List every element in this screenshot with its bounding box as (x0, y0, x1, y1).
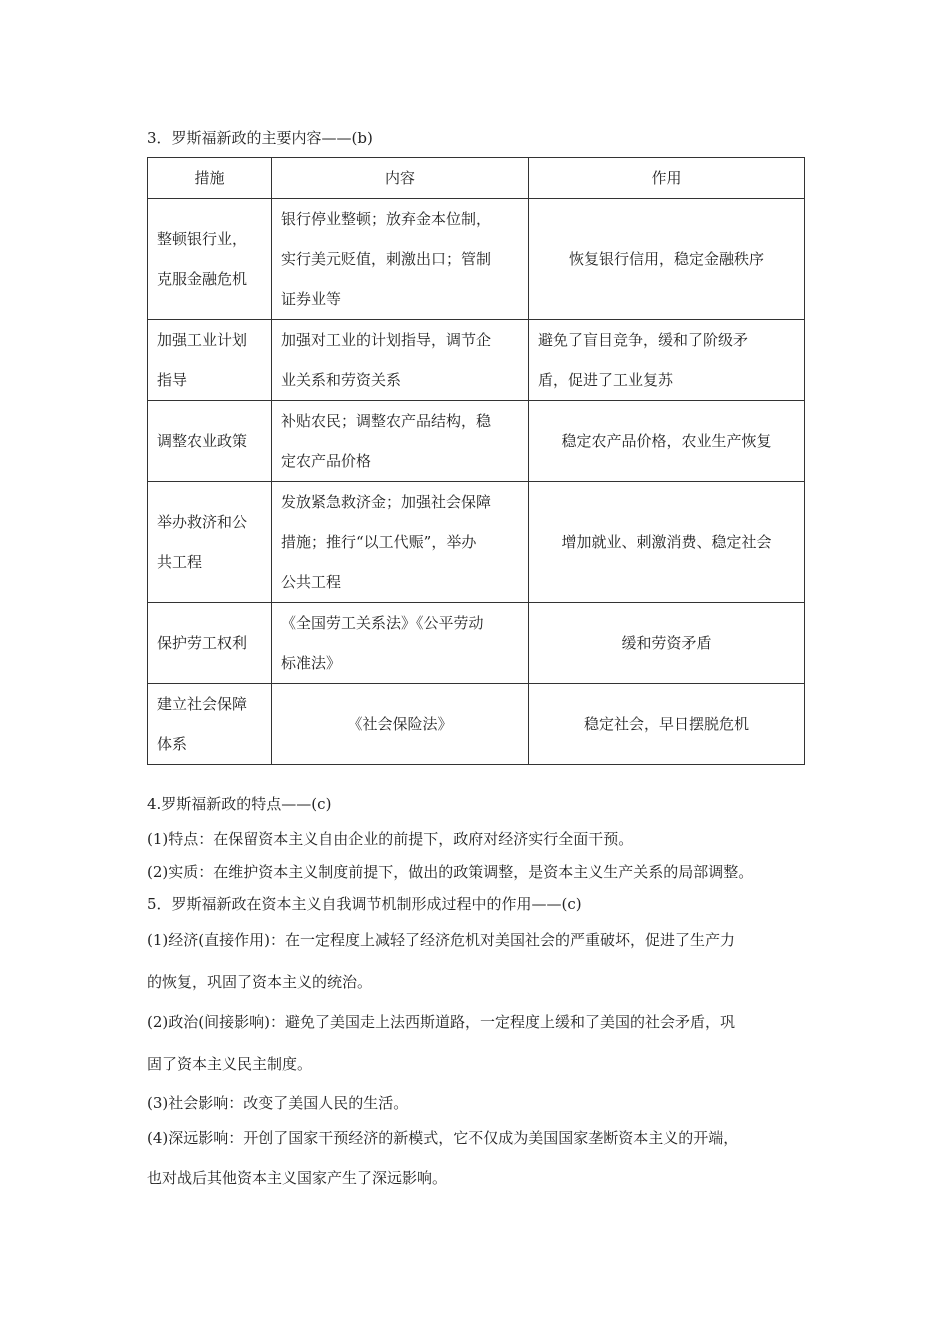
section-5-social: (3)社会影响：改变了美国人民的生活。 (147, 1094, 409, 1112)
table-row (148, 684, 805, 765)
table-header-row (148, 158, 805, 199)
section-5-economy-line2: 的恢复，巩固了资本主义的统治。 (147, 973, 373, 991)
cell-effect: 避免了盲目竞争，缓和了阶级矛 盾，促进了工业复苏 (529, 320, 805, 401)
cell-effect: 稳定农产品价格，农业生产恢复 (529, 401, 805, 482)
cell-content: 加强对工业的计划指导，调节企 业关系和劳资关系 (272, 320, 529, 401)
section-3-heading: 3．罗斯福新政的主要内容——(b) (147, 129, 373, 147)
section-5-politics-line1: (2)政治(间接影响)：避免了美国走上法西斯道路，一定程度上缓和了美国的社会矛盾，巩 (147, 1013, 735, 1031)
cell-content: 《社会保险法》 (272, 684, 529, 765)
table-row (148, 401, 805, 482)
section-4-essence: (2)实质：在维护资本主义制度前提下，做出的政策调整，是资本主义生产关系的局部调整。 (147, 863, 754, 881)
section-4-heading: 4.罗斯福新政的特点——(c) (147, 795, 332, 813)
section-5-impact-line2: 也对战后其他资本主义国家产生了深远影响。 (147, 1169, 448, 1187)
cell-measure: 加强工业计划 指导 (148, 320, 272, 401)
section-4 (147, 793, 827, 883)
cell-effect: 增加就业、刺激消费、稳定社会 (529, 482, 805, 603)
section-5 (147, 893, 827, 1193)
cell-content: 银行停业整顿；放弃金本位制， 实行美元贬值，刺激出口；管制 证券业等 (272, 199, 529, 320)
header-effect: 作用 (529, 158, 805, 199)
cell-measure: 整顿银行业， 克服金融危机 (148, 199, 272, 320)
cell-measure: 举办救济和公 共工程 (148, 482, 272, 603)
table-row (148, 603, 805, 684)
cell-effect: 稳定社会，早日摆脱危机 (529, 684, 805, 765)
header-content: 内容 (272, 158, 529, 199)
header-measure: 措施 (148, 158, 272, 199)
cell-content: 补贴农民；调整农产品结构，稳 定农产品价格 (272, 401, 529, 482)
cell-measure: 调整农业政策 (148, 401, 272, 482)
new-deal-measures-table (147, 157, 805, 765)
section-4-feature: (1)特点：在保留资本主义自由企业的前提下，政府对经济实行全面干预。 (147, 830, 634, 848)
section-5-politics-line2: 固了资本主义民主制度。 (147, 1055, 313, 1073)
cell-effect: 缓和劳资矛盾 (529, 603, 805, 684)
section-5-economy-line1: (1)经济(直接作用)：在一定程度上减轻了经济危机对美国社会的严重破坏，促进了生产力 (147, 931, 735, 949)
table-row (148, 199, 805, 320)
cell-measure: 保护劳工权利 (148, 603, 272, 684)
cell-content: 《全国劳工关系法》《公平劳动 标准法》 (272, 603, 529, 684)
section-5-impact-line1: (4)深远影响：开创了国家干预经济的新模式，它不仅成为美国国家垄断资本主义的开端， (147, 1129, 739, 1147)
cell-content: 发放紧急救济金；加强社会保障 措施；推行“以工代赈”，举办 公共工程 (272, 482, 529, 603)
table-row (148, 320, 805, 401)
section-5-heading: 5．罗斯福新政在资本主义自我调节机制形成过程中的作用——(c) (147, 895, 582, 913)
table-row (148, 482, 805, 603)
cell-effect: 恢复银行信用，稳定金融秩序 (529, 199, 805, 320)
cell-measure: 建立社会保障 体系 (148, 684, 272, 765)
